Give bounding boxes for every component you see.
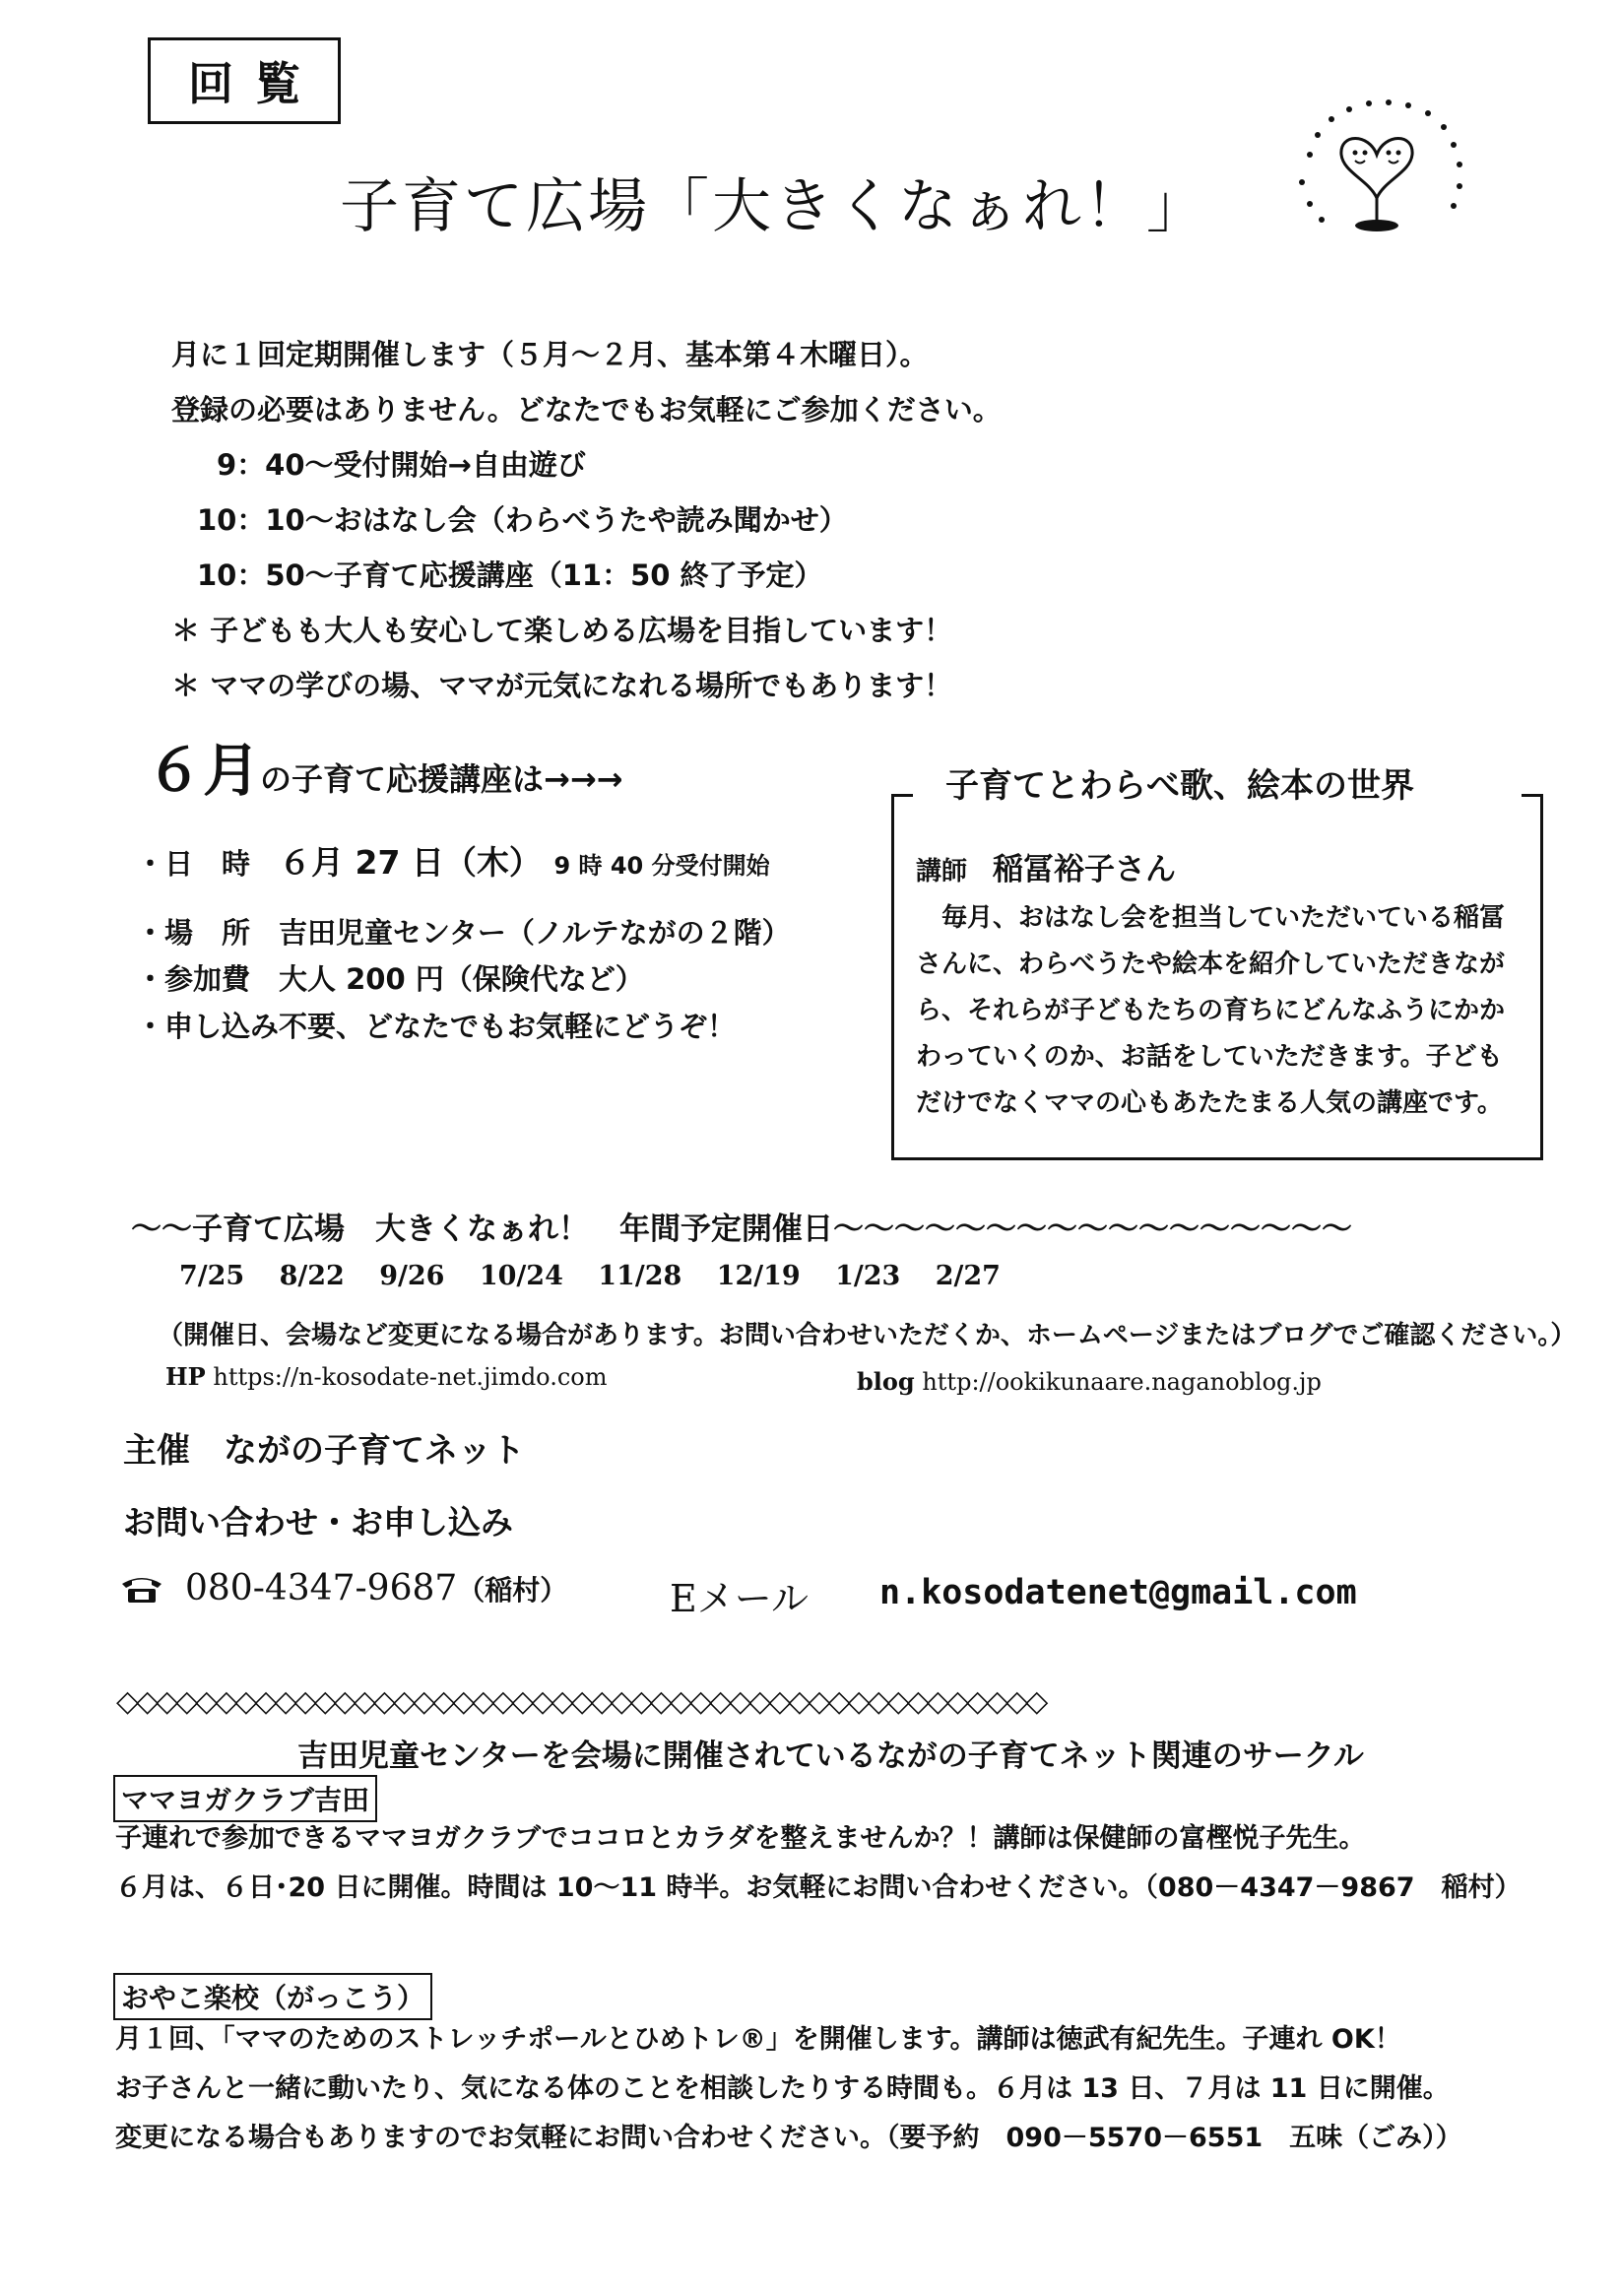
contact-heading: お問い合わせ・お申し込み bbox=[123, 1503, 513, 1542]
organizer: 主催 ながの子育てネット bbox=[123, 1431, 525, 1471]
schedule-line: 10：10～おはなし会（わらべうたや読み聞かせ） bbox=[197, 503, 848, 537]
lecture-box-body bbox=[916, 847, 1526, 1127]
blog-link[interactable]: http://ookikunaare.naganoblog.jp bbox=[922, 1368, 1322, 1396]
phone-number: 080-4347-9687（稲村） bbox=[185, 1568, 568, 1608]
circles-heading: 吉田児童センターを会場に開催されているながの子育てネット関連のサークル bbox=[297, 1738, 1364, 1774]
annual-dates: 7/25 8/22 9/26 10/24 11/28 12/19 1/23 2/27 bbox=[179, 1261, 1001, 1291]
intro-text bbox=[171, 327, 1002, 713]
circle1-line: ６月は、６日･20 日に開催。時間は 10～11 時半。お気軽にお問い合わせください。（080－4347－9867 稲村） bbox=[115, 1872, 1522, 1903]
lecture-box-title: 子育てとわらべ歌、絵本の世界 bbox=[936, 758, 1424, 807]
blog-line: blog http://ookikunaare.naganoblog.jp bbox=[857, 1367, 1322, 1396]
box-corner-right bbox=[1522, 794, 1543, 797]
homepage-line: HP https://n-kosodate-net.jimdo.com bbox=[165, 1362, 608, 1391]
phone-person: （稲村） bbox=[457, 1574, 568, 1607]
june-heading bbox=[146, 724, 622, 807]
schedule-line: 10：50～子育て応援講座（11：50 終了予定） bbox=[197, 558, 823, 592]
apply-row: ・申し込み不要、どなたでもお気軽にどうぞ！ bbox=[136, 1010, 737, 1043]
datetime-note: 9 時 40 分受付開始 bbox=[553, 852, 770, 880]
june-big: ６月 bbox=[146, 737, 261, 804]
datetime-value: ６月 27 日（木） bbox=[279, 843, 526, 882]
circle1-description bbox=[115, 1814, 1522, 1913]
fee-row: ・参加費 大人 200 円（保険代など） bbox=[136, 962, 644, 996]
homepage-link[interactable]: https://n-kosodate-net.jimdo.com bbox=[213, 1363, 608, 1391]
annual-heading: ～～子育て広場 大きくなぁれ！ 年間予定開催日～～～～～～～～～～～～～～～～～ bbox=[131, 1212, 1352, 1247]
place-row: ・場 所 吉田児童センター（ノルテながの２階） bbox=[136, 916, 791, 950]
email-label: Eメール bbox=[670, 1577, 809, 1620]
intro-line: ＊ ママの学びの場、ママが元気になれる場所でもあります！ bbox=[171, 669, 953, 702]
intro-line: ＊ 子どもも大人も安心して楽しめる広場を目指しています！ bbox=[171, 614, 953, 647]
circle2-line: 月１回、「ママのためのストレッチポールとひめトレ®」を開催します。講師は徳武有紀先生。子連れ OK！ bbox=[115, 2024, 1401, 2055]
intro-line: 登録の必要はありません。どなたでもお気軽にご参加ください。 bbox=[171, 393, 1002, 426]
datetime-row: ・日 時 ６月 27 日（木） 9 時 40 分受付開始 bbox=[136, 843, 770, 882]
circle1-line: 子連れで参加できるママヨガクラブでココロとカラダを整えませんか？！講師は保健師の富樫悦子先生。 bbox=[115, 1823, 1366, 1854]
circle2-description bbox=[115, 2015, 1462, 2163]
heart-sprout-illustration-icon bbox=[1280, 94, 1467, 241]
circle2-line: 変更になる場合もありますのでお気軽にお問い合わせください。（要予約 090－5570－6551 五味（ごみ）） bbox=[115, 2123, 1462, 2153]
circle2-line: お子さんと一緒に動いたり、気になる体のことを相談したりする時間も。６月は 13 日、７月は 11 日に開催。 bbox=[115, 2073, 1450, 2104]
lecturer-line: 講師 稲冨裕子さん bbox=[916, 852, 1177, 887]
lecturer-name: 稲冨裕子さん bbox=[993, 852, 1177, 887]
lecture-description: 毎月、おはなし会を担当していただいている稲冨さんに、わらべうたや絵本を紹介していただきながら、それらが子どもたちの育ちにどんなふうにかかわっていくのか、お話をしていただきます。子どもだけでなくママの心もあたたまる人気の講座です。 bbox=[916, 903, 1506, 1118]
diamond-divider: ◇◇◇◇◇◇◇◇◇◇◇◇◇◇◇◇◇◇◇◇◇◇◇◇◇◇◇◇◇◇◇◇◇◇◇◇◇◇◇◇◇◇◇◇◇◇◇ bbox=[116, 1684, 1046, 1719]
box-corner-left bbox=[891, 794, 913, 797]
email-address[interactable]: n.kosodatenet@gmail.com bbox=[879, 1573, 1357, 1612]
schedule-line: 9：40～受付開始→自由遊び bbox=[217, 448, 586, 482]
telephone-icon bbox=[120, 1574, 163, 1604]
intro-line: 月に１回定期開催します（５月～２月、基本第４木曜日）。 bbox=[171, 338, 929, 371]
june-heading-rest: の子育て応援講座は→→→ bbox=[260, 760, 623, 798]
circle1-name: ママヨガクラブ吉田 bbox=[113, 1775, 377, 1822]
circle2-name: おやこ楽校（がっこう） bbox=[113, 1973, 432, 2020]
change-note: （開催日、会場など変更になる場合があります。お問い合わせいただくか、ホームページまたはブログでご確認ください。） bbox=[158, 1321, 1577, 1350]
circulation-stamp: 回覧 bbox=[148, 37, 341, 124]
page-title: 子育て広場「大きくなぁれ！」 bbox=[340, 172, 1208, 241]
